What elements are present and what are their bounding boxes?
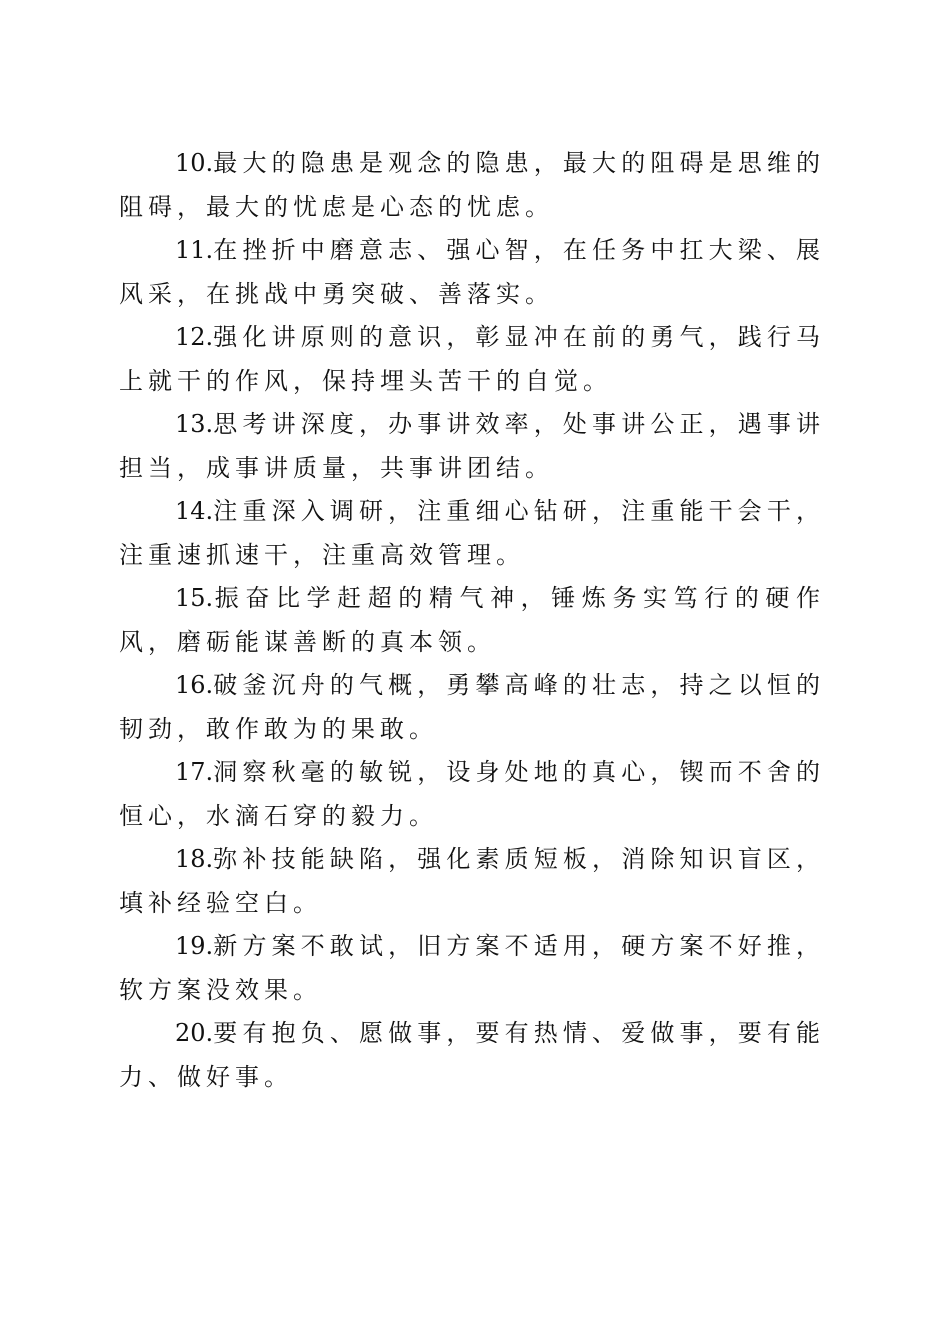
item-text: 注重深入调研，注重细心钻研，注重能干会干，注重速抓速干，注重高效管理。	[119, 497, 825, 569]
list-item	[119, 403, 825, 490]
item-text: 最大的隐患是观念的隐患，最大的阻碍是思维的阻碍，最大的忧虑是心态的忧虑。	[119, 149, 825, 221]
list-item	[119, 664, 825, 751]
item-number: 11.	[175, 236, 214, 264]
item-text: 振奋比学赶超的精气神，锤炼务实笃行的硬作风，磨砺能谋善断的真本领。	[119, 584, 825, 656]
item-number: 10.	[175, 149, 214, 177]
item-number: 12.	[175, 323, 214, 351]
item-number: 20.	[175, 1019, 214, 1047]
list-item	[119, 751, 825, 838]
list-item	[119, 142, 825, 229]
item-text: 在挫折中磨意志、强心智，在任务中扛大梁、展风采，在挑战中勇突破、善落实。	[119, 236, 825, 308]
list-item	[119, 316, 825, 403]
list-item	[119, 577, 825, 664]
item-number: 14.	[175, 497, 214, 525]
item-number: 16.	[175, 671, 214, 699]
item-text: 弥补技能缺陷，强化素质短板，消除知识盲区，填补经验空白。	[119, 845, 825, 917]
item-text: 要有抱负、愿做事，要有热情、爱做事，要有能力、做好事。	[119, 1019, 825, 1091]
item-number: 18.	[175, 845, 214, 873]
list-item	[119, 490, 825, 577]
item-text: 思考讲深度，办事讲效率，处事讲公正，遇事讲担当，成事讲质量，共事讲团结。	[119, 410, 825, 482]
item-text: 强化讲原则的意识，彰显冲在前的勇气，践行马上就干的作风，保持埋头苦干的自觉。	[119, 323, 825, 395]
item-text: 破釜沉舟的气概，勇攀高峰的壮志，持之以恒的韧劲，敢作敢为的果敢。	[119, 671, 825, 743]
item-number: 13.	[175, 410, 214, 438]
item-number: 15.	[175, 584, 214, 612]
document-body	[119, 142, 825, 1099]
item-text: 洞察秋毫的敏锐，设身处地的真心，锲而不舍的恒心，水滴石穿的毅力。	[119, 758, 825, 830]
item-number: 19.	[175, 932, 214, 960]
list-item	[119, 925, 825, 1012]
list-item	[119, 229, 825, 316]
list-item	[119, 1012, 825, 1099]
item-text: 新方案不敢试，旧方案不适用，硬方案不好推，软方案没效果。	[119, 932, 825, 1004]
list-item	[119, 838, 825, 925]
item-number: 17.	[175, 758, 214, 786]
